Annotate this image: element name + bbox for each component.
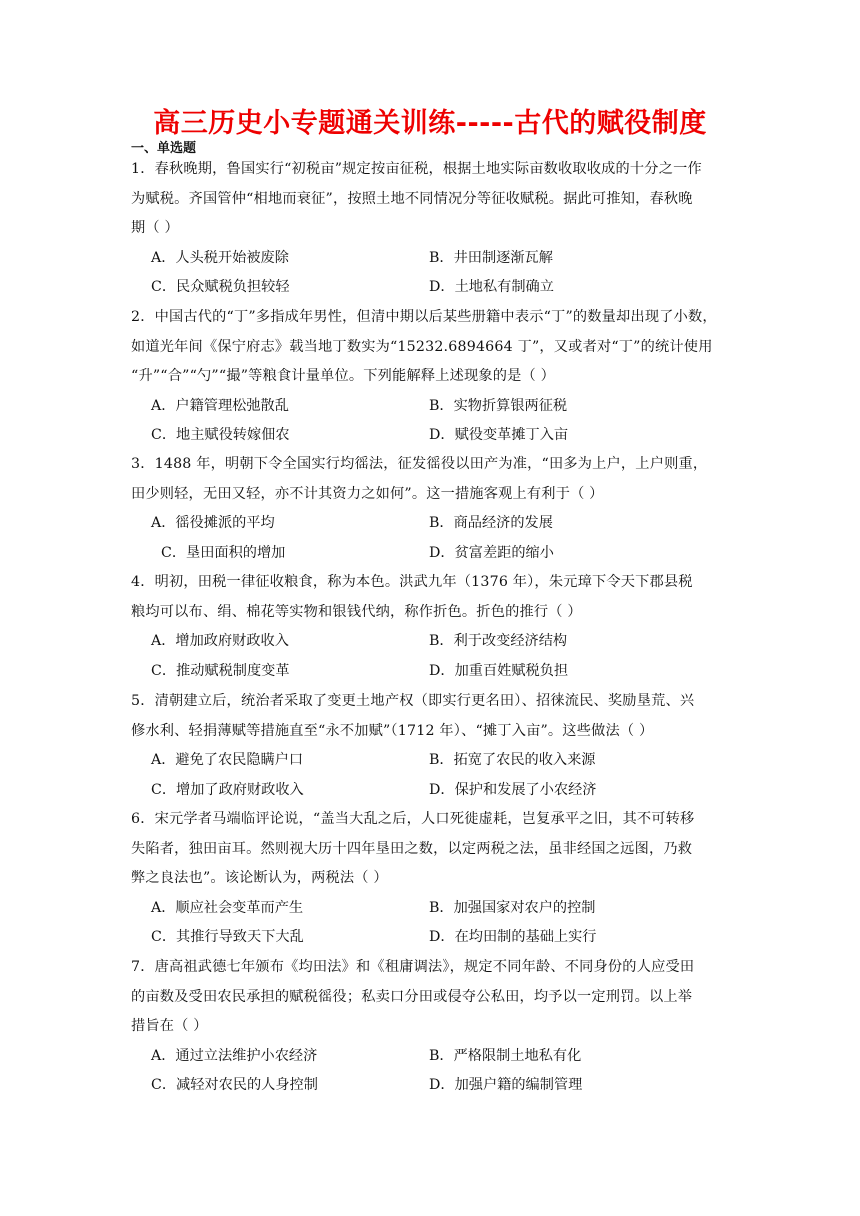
question-text: 为赋税。齐国管仲“相地而衰征”，按照土地不同情况分等征收赋税。据此可推知，春秋晚	[131, 190, 693, 207]
option-d[interactable]: D．贫富差距的缩小	[429, 544, 554, 561]
option-b[interactable]: B．井田制逐渐瓦解	[429, 249, 553, 266]
option-a[interactable]: A．人头税开始被废除	[151, 249, 289, 266]
option-b[interactable]: B．商品经济的发展	[429, 515, 553, 531]
option-c[interactable]: C．民众赋税负担较轻	[151, 279, 290, 295]
question-2	[131, 303, 731, 451]
option-d[interactable]: D．加重百姓赋税负担	[429, 662, 569, 679]
question-text: 5．清朝建立后，统治者采取了变更土地产权（即实行更名田）、招徕流民、奖励垦荒、兴	[131, 693, 695, 709]
option-a[interactable]: A．通过立法维护小农经济	[151, 1047, 318, 1064]
document-title: 高三历史小专题通关训练-----古代的赋役制度	[153, 108, 707, 139]
option-a[interactable]: A．增加政府财政收入	[151, 633, 289, 649]
question-text: “升”“合”“勺”“撮”等粮食计量单位。下列能解释上述现象的是（ ）	[131, 368, 556, 384]
option-b[interactable]: B．实物折算银两征税	[429, 397, 568, 414]
question-text: 失陷者，独田亩耳。然则视大历十四年垦田之数，以定两税之法，虽非经国之远图，乃救	[131, 840, 693, 857]
question-text: 3．1488 年，明朝下令全国实行均徭法，征发徭役以田产为准，“田多为上户，上户则重，	[131, 456, 708, 472]
option-d[interactable]: D．保护和发展了小农经济	[429, 781, 597, 798]
question-text: 2．中国古代的“丁”多指成年男性，但清中期以后某些册籍中表示“丁”的数量却出现了小数，	[131, 309, 717, 325]
question-1	[131, 155, 731, 303]
option-d[interactable]: D．在均田制的基础上实行	[429, 929, 597, 945]
option-b[interactable]: B．拓宽了农民的收入来源	[429, 752, 596, 768]
question-text: 措旨在（ ）	[131, 1018, 208, 1034]
option-c[interactable]: C．其推行导致天下大乱	[151, 929, 304, 945]
question-text: 6．宋元学者马端临评论说，“盖当大乱之后，人口死徙虚耗，岂复承平之旧，其不可转移	[131, 811, 695, 827]
question-6	[131, 805, 731, 953]
question-text: 的亩数及受田农民承担的赋税徭役；私卖口分田或侵夺公私田，均予以一定刑罚。以上举	[131, 988, 693, 1005]
option-a[interactable]: A．避免了农民隐瞒户口	[151, 752, 304, 768]
question-5	[131, 687, 731, 805]
option-c[interactable]: C．减轻对农民的人身控制	[151, 1077, 318, 1093]
question-text: 弊之良法也”。该论断认为，两税法（ ）	[131, 870, 388, 886]
option-d[interactable]: D．赋役变革摊丁入亩	[429, 427, 569, 443]
option-c[interactable]: C．地主赋役转嫁佃农	[151, 427, 290, 443]
option-b[interactable]: B．加强国家对农户的控制	[429, 899, 596, 916]
question-4	[131, 568, 731, 686]
option-a[interactable]: A．户籍管理松弛散乱	[151, 397, 289, 414]
option-b[interactable]: B．利于改变经济结构	[429, 633, 568, 649]
option-d[interactable]: D．土地私有制确立	[429, 279, 554, 295]
option-b[interactable]: B．严格限制土地私有化	[429, 1047, 582, 1064]
question-text: 如道光年间《保宁府志》载当地丁数实为“15232.6894664 丁”，又或者对“丁”的统计使用	[131, 338, 713, 355]
question-text: 4．明初，田税一律征收粮食，称为本色。洪武九年（1376 年），朱元璋下令天下郡县税	[131, 574, 693, 590]
option-a[interactable]: A．顺应社会变革而产生	[151, 899, 304, 916]
option-d[interactable]: D．加强户籍的编制管理	[429, 1077, 583, 1093]
question-text: 田少则轻，无田又轻，亦不计其资力之如何”。这一措施客观上有利于（ ）	[131, 485, 604, 502]
question-text: 7．唐高祖武德七年颁布《均田法》和《租庸调法》，规定不同年龄、不同身份的人应受田	[131, 959, 695, 975]
option-c[interactable]: C．垦田面积的增加	[161, 544, 286, 561]
question-text: 期（ ）	[131, 220, 179, 236]
question-7	[131, 953, 731, 1101]
option-c[interactable]: C．增加了政府财政收入	[151, 781, 304, 798]
question-text: 1．春秋晚期，鲁国实行“初税亩”规定按亩征税，根据土地实际亩数收取收成的十分之一作	[131, 161, 702, 177]
question-3	[131, 450, 731, 568]
question-text: 粮均可以布、绢、棉花等实物和银钱代纳，称作折色。折色的推行（ ）	[131, 603, 582, 620]
option-a[interactable]: A．徭役摊派的平均	[151, 515, 275, 531]
option-c[interactable]: C．推动赋税制度变革	[151, 662, 290, 679]
question-text: 修水利、轻捐薄赋等措施直至“永不加赋”（1712 年）、“摊丁入亩”。这些做法（ ）	[131, 722, 654, 739]
section-heading: 一、单选题	[131, 141, 197, 156]
